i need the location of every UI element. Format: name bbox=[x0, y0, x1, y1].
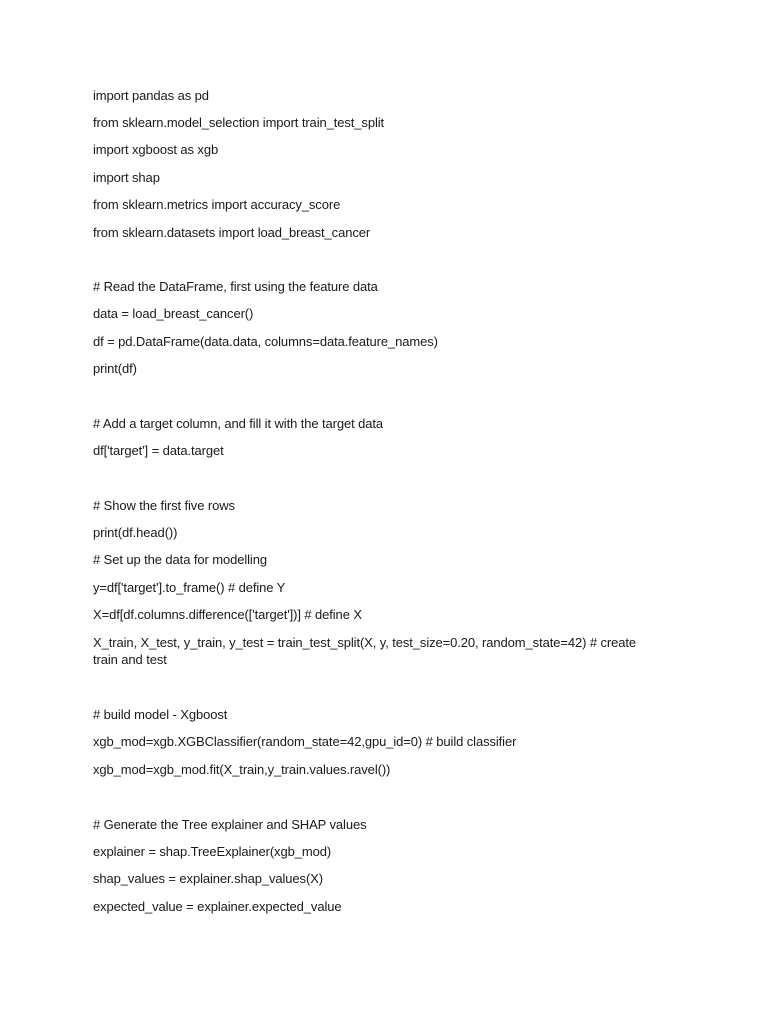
code-line-fit-model: xgb_mod=xgb_mod.fit(X_train,y_train.values.ravel()) bbox=[93, 762, 391, 777]
code-line-assign-target: df['target'] = data.target bbox=[93, 443, 224, 458]
code-line-import-accuracy: from sklearn.metrics import accuracy_score bbox=[93, 197, 341, 212]
comment-setup-data: # Set up the data for modelling bbox=[93, 552, 267, 567]
code-line-import-train-test-split: from sklearn.model_selection import train_test_split bbox=[93, 115, 385, 130]
code-line-define-y: y=df['target'].to_frame() # define Y bbox=[93, 580, 286, 595]
code-line-print-head: print(df.head()) bbox=[93, 525, 178, 540]
comment-read-dataframe: # Read the DataFrame, first using the feature data bbox=[93, 279, 378, 294]
code-line-import-pandas: import pandas as pd bbox=[93, 88, 209, 103]
code-line-print-df: print(df) bbox=[93, 361, 137, 376]
code-line-create-dataframe: df = pd.DataFrame(data.data, columns=data.feature_names) bbox=[93, 334, 438, 349]
code-line-build-classifier: xgb_mod=xgb.XGBClassifier(random_state=42,gpu_id=0) # build classifier bbox=[93, 734, 517, 749]
comment-show-rows: # Show the first five rows bbox=[93, 498, 235, 513]
code-line-import-dataset: from sklearn.datasets import load_breast_cancer bbox=[93, 225, 371, 240]
comment-generate-explainer: # Generate the Tree explainer and SHAP values bbox=[93, 817, 367, 832]
code-line-load-data: data = load_breast_cancer() bbox=[93, 306, 254, 321]
comment-build-model: # build model - Xgboost bbox=[93, 707, 228, 722]
comment-add-target: # Add a target column, and fill it with the target data bbox=[93, 416, 384, 431]
code-line-import-xgboost: import xgboost as xgb bbox=[93, 142, 219, 157]
code-line-tree-explainer: explainer = shap.TreeExplainer(xgb_mod) bbox=[93, 844, 332, 859]
code-line-train-test-split: X_train, X_test, y_train, y_test = train_test_split(X, y, test_size=0.20, random_state=42) # create train and test bbox=[93, 635, 637, 667]
code-line-import-shap: import shap bbox=[93, 170, 160, 185]
code-line-shap-values: shap_values = explainer.shap_values(X) bbox=[93, 871, 323, 886]
code-line-expected-value: expected_value = explainer.expected_value bbox=[93, 899, 342, 914]
code-line-define-x: X=df[df.columns.difference(['target'])] # define X bbox=[93, 607, 362, 622]
